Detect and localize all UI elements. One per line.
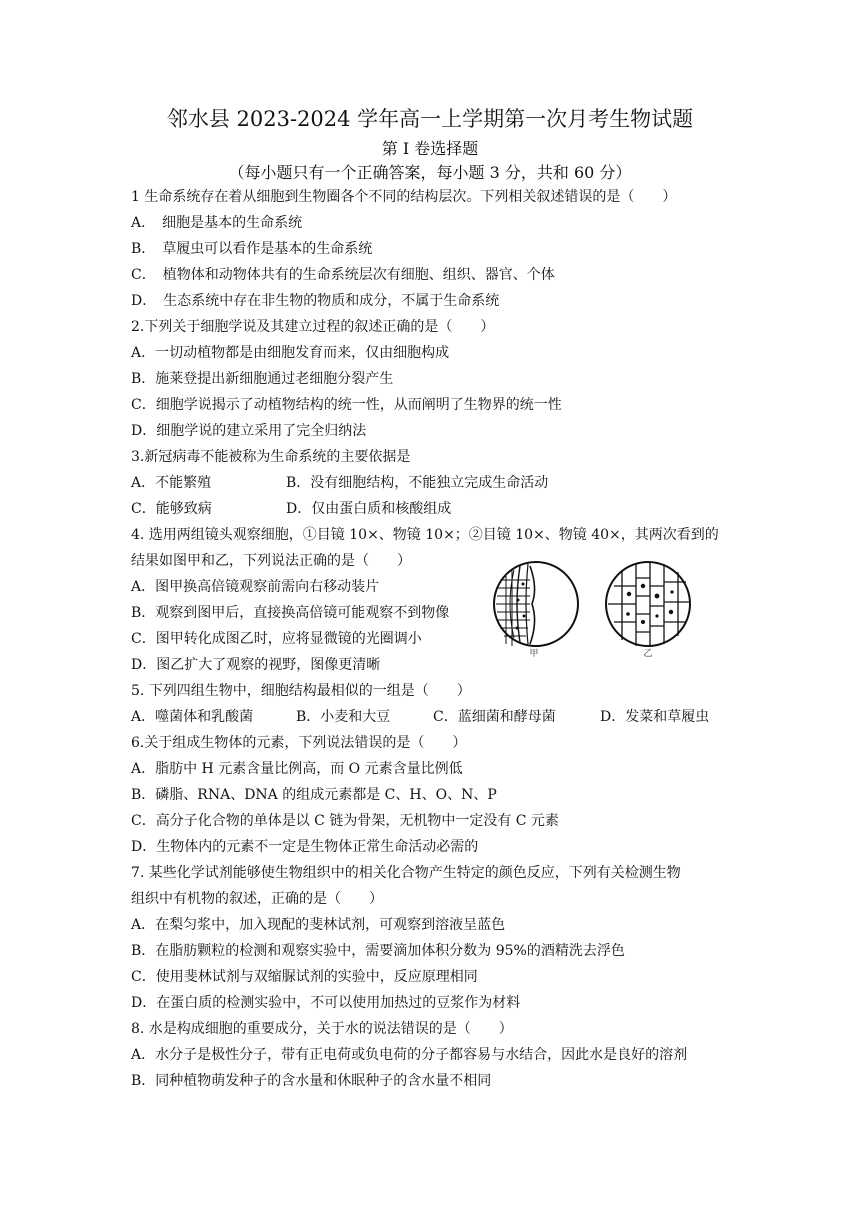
field-of-view-yi — [606, 562, 690, 646]
question-8-option-b: B．同种植物萌发种子的含水量和休眠种子的含水量不相同 — [131, 1073, 492, 1089]
question-4-stem-line-2: 结果如图甲和乙，下列说法正确的是（ ） — [131, 553, 411, 569]
question-1-option-a: A． 细胞是基本的生命系统 — [131, 215, 303, 231]
question-5-options-row — [131, 707, 709, 727]
question-7-option-a: A．在梨匀浆中，加入现配的斐林试剂，可观察到溶液呈蓝色 — [131, 917, 506, 933]
question-8-option-a: A．水分子是极性分子，带有正电荷或负电荷的分子都容易与水结合，因此水是良好的溶剂 — [131, 1047, 688, 1063]
question-6-option-a: A．脂肪中 H 元素含量比例高，而 O 元素含量比例低 — [131, 761, 463, 777]
question-7-option-d: D．在蛋白质的检测实验中，不可以使用加热过的豆浆作为材料 — [131, 995, 521, 1011]
figure-label-yi: 乙 — [643, 649, 653, 658]
question-2-option-d: D．细胞学说的建立采用了完全归纳法 — [131, 423, 367, 439]
question-1-option-d: D． 生态系统中存在非生物的物质和成分，不属于生命系统 — [131, 293, 500, 309]
section-title: 第 I 卷选择题 — [381, 139, 479, 158]
question-6-option-c: C．高分子化合物的单体是以 C 链为骨架，无机物中一定没有 C 元素 — [131, 813, 559, 829]
question-7-stem-line-2: 组织中有机物的叙述，正确的是（ ） — [131, 891, 383, 907]
question-2-stem: 2.下列关于细胞学说及其建立过程的叙述正确的是（ ） — [131, 319, 495, 335]
question-5-option-a: A．噬菌体和乳酸菌 — [131, 709, 254, 725]
question-8-stem: 8. 水是构成细胞的重要成分，关于水的说法错误的是（ ） — [131, 1021, 513, 1037]
question-3-options-row-2 — [131, 499, 451, 519]
question-3-option-b: B．没有细胞结构，不能独立完成生命活动 — [286, 475, 549, 491]
microscope-figure — [490, 558, 730, 658]
question-2-option-b: B．施莱登提出新细胞通过老细胞分裂产生 — [131, 371, 394, 387]
question-3-option-c: C．能够致病 — [131, 501, 212, 517]
question-5-option-b: B．小麦和大豆 — [296, 709, 391, 725]
question-6-stem: 6.关于组成生物体的元素，下列说法错误的是（ ） — [131, 735, 467, 751]
question-1-option-c: C． 植物体和动物体共有的生命系统层次有细胞、组织、器官、个体 — [131, 267, 555, 283]
exam-title: 邻水县 2023-2024 学年高一上学期第一次月考生物试题 — [166, 107, 694, 131]
question-3-option-d: D．仅由蛋白质和核酸组成 — [286, 501, 452, 517]
question-6-option-d: D．生物体内的元素不一定是生物体正常生命活动必需的 — [131, 839, 479, 855]
question-5-stem: 5. 下列四组生物中，细胞结构最相似的一组是（ ） — [131, 683, 471, 699]
question-4-option-a: A．图甲换高倍镜观察前需向右移动装片 — [131, 579, 380, 595]
microscope-figure-svg — [490, 558, 730, 658]
question-7-option-c: C．使用斐林试剂与双缩脲试剂的实验中，反应原理相同 — [131, 969, 478, 985]
question-4-option-c: C．图甲转化成图乙时，应将显微镜的光圈调小 — [131, 631, 422, 647]
question-3-stem: 3.新冠病毒不能被称为生命系统的主要依据是 — [131, 449, 411, 465]
question-3-options-row-1 — [131, 473, 548, 493]
question-2-option-c: C．细胞学说揭示了动植物结构的统一性，从而阐明了生物界的统一性 — [131, 397, 562, 413]
question-1-stem: 1 生命系统存在着从细胞到生物圈各个不同的结构层次。下列相关叙述错误的是（ ） — [131, 189, 677, 205]
question-4-stem-line-1: 4. 选用两组镜头观察细胞，①目镜 10×、物镜 10×；②目镜 10×、物镜 40×，其两次看到的 — [131, 527, 719, 543]
figure-label-jia: 甲 — [529, 649, 539, 658]
question-6-option-b: B．磷脂、RNA、DNA 的组成元素都是 C、H、O、N、P — [131, 787, 497, 803]
question-4-option-d: D．图乙扩大了观察的视野，图像更清晰 — [131, 657, 381, 673]
question-1-option-b: B． 草履虫可以看作是基本的生命系统 — [131, 241, 373, 257]
question-5-option-c: C．蓝细菌和酵母菌 — [433, 709, 556, 725]
question-5-option-d: D．发菜和草履虫 — [600, 709, 710, 725]
field-of-view-jia — [494, 562, 578, 646]
question-7-stem-line-1: 7. 某些化学试剂能够使生物组织中的相关化合物产生特定的颜色反应，下列有关检测生物 — [131, 865, 681, 881]
question-4-option-b: B．观察到图甲后，直接换高倍镜可能观察不到物像 — [131, 605, 450, 621]
question-2-option-a: A．一切动植物都是由细胞发育而来，仅由细胞构成 — [131, 345, 450, 361]
section-instruction: （每小题只有一个正确答案，每小题 3 分，共和 60 分） — [228, 163, 632, 182]
question-3-option-a: A．不能繁殖 — [131, 475, 212, 491]
question-7-option-b: B．在脂肪颗粒的检测和观察实验中，需要滴加体积分数为 95%的酒精洗去浮色 — [131, 943, 625, 959]
